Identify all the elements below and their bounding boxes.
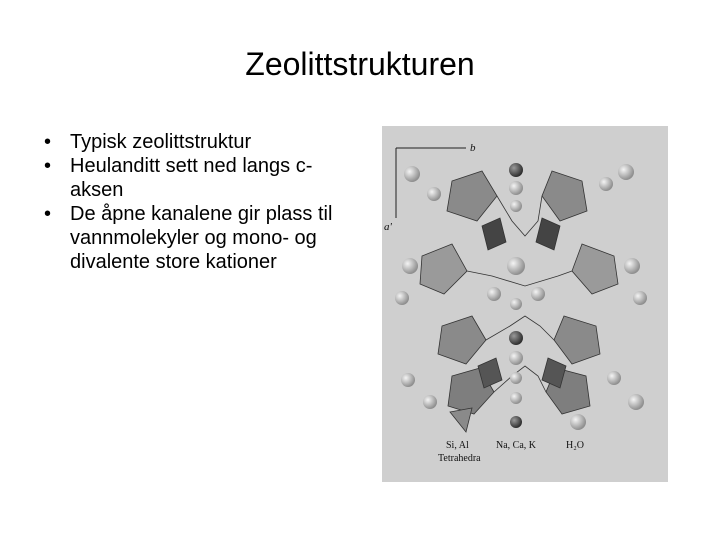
water-icon (570, 414, 586, 430)
slide-title: Zeolittstrukturen (245, 46, 475, 82)
structure-drawing (382, 126, 668, 482)
cation-icon (510, 416, 522, 428)
bullet-item (44, 202, 364, 274)
legend-cations: Na, Ca, K (496, 440, 536, 451)
bullet-text: Typisk zeolittstruktur (70, 131, 252, 153)
bullet-marker: • (44, 131, 52, 153)
figure-legend (438, 408, 586, 464)
tetrahedron-icon (450, 408, 472, 432)
bullet-list (44, 130, 364, 274)
bullet-marker: • (44, 155, 52, 177)
legend-water: H₂O (566, 440, 584, 451)
legend-tetrahedra-line2: Tetrahedra (438, 453, 481, 464)
bullet-text: Heulanditt sett ned langs c-aksen (70, 155, 313, 201)
heulandite-structure-figure (382, 126, 668, 482)
bullet-item (44, 154, 364, 202)
axis-a-label: a' (384, 221, 392, 233)
bullet-item (44, 130, 364, 154)
axis-b-label: b (470, 142, 476, 154)
bullet-text: De åpne kanalene gir plass til vannmolekyler og mono- og divalente store kationer (70, 203, 333, 273)
legend-tetrahedra-line1: Si, Al (446, 440, 469, 451)
bullet-marker: • (44, 203, 52, 225)
